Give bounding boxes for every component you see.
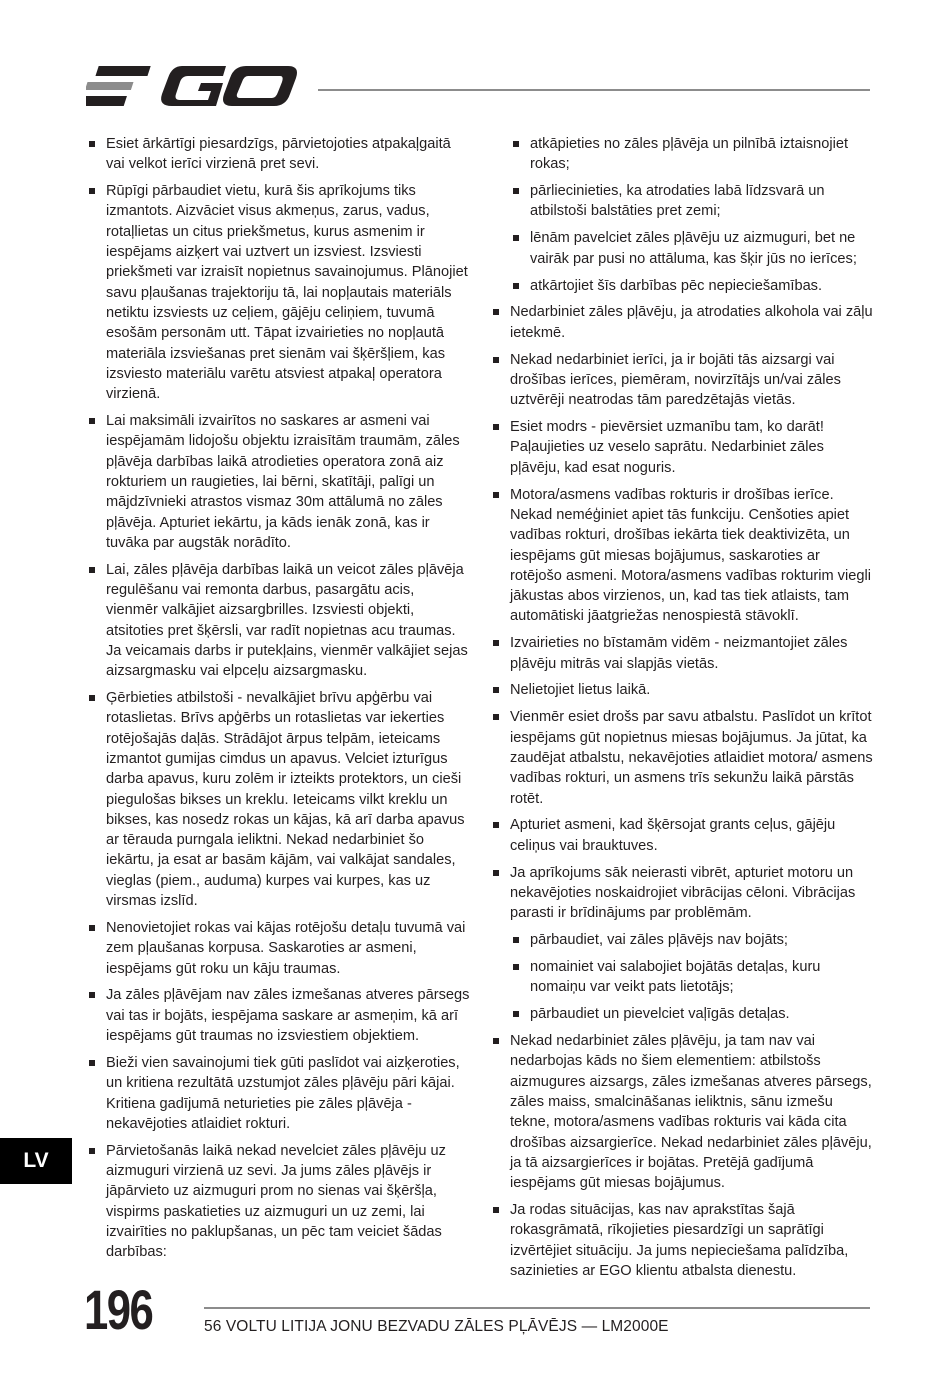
list-item: Pārvietošanās laikā nekad nevelciet zāles pļāvēju uz aizmuguri virzienā uz sevi. Ja jums zāles pļāvējs ir jāpārvieto uz aizmuguri prom no sienas vai šķēršļa, vispirms paskatieties uz aizmuguri un uz zemi, lai izvairīties no paklupšanas, un pēc tam veiciet šādas darbības: — [88, 1141, 470, 1263]
header-rule — [318, 89, 870, 91]
page-number: 196 — [84, 1278, 153, 1341]
sub-list-item: lēnām pavelciet zāles pļāvēju uz aizmuguri, bet ne vairāk par pusi no attāluma, kas šķir jūs no ierīces; — [512, 228, 874, 269]
sub-list-item: pārbaudiet un pievelciet vaļīgās detaļas. — [512, 1004, 874, 1024]
list-item: Ja rodas situācijas, kas nav aprakstītas šajā rokasgrāmatā, rīkojieties piesardzīgi un saprātīgi izvērtējiet situāciju. Ja jums nepieciešama palīdzība, sazinieties ar EGO klientu atbalsta dienestu. — [492, 1200, 874, 1281]
sub-list-reverse-steps — [492, 134, 874, 296]
right-bullet-list-a — [492, 302, 874, 923]
right-column — [492, 134, 874, 1288]
list-item: Motora/asmens vadības rokturis ir drošības ierīce. Nekad neméģiniet apiet tās funkciju. Cenšoties apiet vadības rokturi, drošības iekārta tiek deaktivizēta, un iespējams gūt miesas bojājumus, saskaroties ar rotējošo asmeni. Motora/asmens vadības rokturim viegli jākustas abos virzienos, un, kad tas tiek atlaists, tam automātiski jāatgriežas nenospiestā stāvoklī. — [492, 485, 874, 627]
sub-list-item: pārliecinieties, ka atrodaties labā līdzsvarā un atbilstoši balstāties pret zemi; — [512, 181, 874, 222]
sub-list-vibration-steps — [492, 930, 874, 1024]
footer-title: 56 VOLTU LITIJA JONU BEZVADU ZĀLES PĻĀVĒJS — LM2000E — [204, 1318, 669, 1335]
language-tab: LV — [0, 1138, 72, 1184]
sub-list-item: atkāpieties no zāles pļāvēja un pilnībā iztaisnojiet rokas; — [512, 134, 874, 175]
list-item: Vienmēr esiet drošs par savu atbalstu. Paslīdot un krītot iespējams gūt nopietnus miesas bojājumus. Ja jūtat, ka zaudējat atbalstu, nekavējoties atlaidiet motora/ asmens vadības rokturi, un asmens trīs sekunžu laikā pārstās rotēt. — [492, 707, 874, 808]
left-column — [88, 134, 470, 1269]
ego-logo — [86, 62, 298, 114]
list-item: Bieži vien savainojumi tiek gūti paslīdot vai aizķeroties, un kritiena rezultātā uzstumjot zāles pļāvēju pāri kājai. Kritiena gadījumā neturieties pie zāles pļāvēja - nekavējoties atlaidiet rokturi. — [88, 1053, 470, 1134]
list-item: Apturiet asmeni, kad šķērsojat grants ceļus, gājēju celiņus vai brauktuves. — [492, 815, 874, 856]
left-bullet-list — [88, 134, 470, 1262]
list-item: Nedarbiniet zāles pļāvēju, ja atrodaties alkohola vai zāļu ietekmē. — [492, 302, 874, 343]
list-item: Ģērbieties atbilstoši - nevalkājiet brīvu apģērbu vai rotaslietas. Brīvs apģērbs un rotaslietas var iekerties rotējošajās daļās. Strādājot ārpus telpām, ieteicams izmantot gumijas cimdus un apavus. Velciet izturīgus darba apavus, kuru zolēm ir izteikts protektors, un cieši piegulošas bikses un kreklu. Ieteicams vilkt kreklu un bikses, kas nosedz rokas un kājas, kā arī darba apavus ar tērauda purngala ieliktni. Nekad nedarbiniet šo iekārtu, ja esat ar basām kājām, vai valkājat sandales, vieglas (piem., auduma) kurpes vai kurpes, kas uz virsmas izslīd. — [88, 688, 470, 911]
list-item: Nekad nedarbiniet ierīci, ja ir bojāti tās aizsargi vai drošības ierīces, piemēram, novirzītājs un/vai zāles uztvērēji neatrodas tām paredzētajās vietās. — [492, 350, 874, 411]
sub-list-item: pārbaudiet, vai zāles pļāvējs nav bojāts; — [512, 930, 874, 950]
list-item: Rūpīgi pārbaudiet vietu, kurā šis aprīkojums tiks izmantots. Aizvāciet visus akmeņus, zarus, vadus, rotaļlietas un citus priekšmetus, kurus asmenim ir iespējams aizķert vai uztvert un izsviest. Izsviesti priekšmeti var izraisīt nopietnus savainojumus. Plānojiet savu pļaušanas trajektoriju tā, lai nopļautais materiāls netiktu izsviests uz ceļiem, gājēju celiņiem, tuvumā esošām personām utt. Tāpat izvairieties no nopļautā materiāla izsviešanas pret sienām vai šķēršļiem, kas izsviesto materiālu varētu atsviest atpakaļ operatora virzienā. — [88, 181, 470, 404]
sub-list-item: nomainiet vai salabojiet bojātās detaļas, kuru nomaiņu var veikt pats lietotājs; — [512, 957, 874, 998]
sub-list-item: atkārtojiet šīs darbības pēc nepieciešamības. — [512, 276, 874, 296]
list-item: Esiet ārkārtīgi piesardzīgs, pārvietojoties atpakaļgaitā vai velkot ierīci virzienā pret sevi. — [88, 134, 470, 175]
list-item: Lai maksimāli izvairītos no saskares ar asmeni vai iespējamām lidojošu objektu izraisītām traumām, zāles pļāvēja darbības laikā atrodieties operatora zonā aiz rokturiem un raugieties, lai bērni, skatītāji, palīgi un mājdzīvnieki atrastos vismaz 30m attālumā no zāles pļāvēja. Apturiet iekārtu, ja kāds ienāk zonā, kas ir tuvāka par augstāk norādīto. — [88, 411, 470, 553]
list-item: Esiet modrs - pievērsiet uzmanību tam, ko darāt! Paļaujieties uz veselo saprātu. Nedarbiniet zāles pļāvēju, kad esat noguris. — [492, 417, 874, 478]
list-item: Nenovietojiet rokas vai kājas rotējošu detaļu tuvumā vai zem pļaušanas korpusa. Saskaroties ar asmeni, iespējams gūt roku un kāju traumas. — [88, 918, 470, 979]
list-item: Izvairieties no bīstamām vidēm - neizmantojiet zāles pļāvēju mitrās vai slapjās vietās. — [492, 633, 874, 674]
list-item: Nekad nedarbiniet zāles pļāvēju, ja tam nav vai nedarbojas kāds no šiem elementiem: atbilstošs aizmugures aizsargs, zāles izmešanas atveres pārsegs, zāles maiss, smalcināšanas ieliktnis, sānu izmešu tekne, motora/asmens vadības rokturis vai kāda cita drošības aizsargierīce. Nekad nedarbiniet zāles pļāvēju, ja tā aizsargierīces ir bojātas. Pretējā gadījumā iespējams gūt miesas bojājumus. — [492, 1031, 874, 1193]
list-item: Ja zāles pļāvējam nav zāles izmešanas atveres pārsegs vai tas ir bojāts, iespējama saskare ar asmeņim, kā arī iespējams gūt traumas no izsviestiem objektiem. — [88, 985, 470, 1046]
list-item: Ja aprīkojums sāk neierasti vibrēt, apturiet motoru un nekavējoties noskaidrojiet vibrācijas cēloni. Vibrācijas parasti ir brīdinājums par problēmām. — [492, 863, 874, 924]
list-item: Nelietojiet lietus laikā. — [492, 680, 874, 700]
list-item: Lai, zāles pļāvēja darbības laikā un veicot zāles pļāvēja regulēšanu vai remonta darbus, pasargātu acis, vienmēr valkājiet aizsargbrilles. Izsviesti objekti, atsitoties pret šķērsli, var radīt nopietnas acu traumas. Ja veicamais darbs ir putekļains, vienmēr valkājiet sejas aizsargmasku vai elpceļu aizsargmasku. — [88, 560, 470, 682]
right-bullet-list-b — [492, 1031, 874, 1281]
footer-rule — [204, 1307, 870, 1309]
